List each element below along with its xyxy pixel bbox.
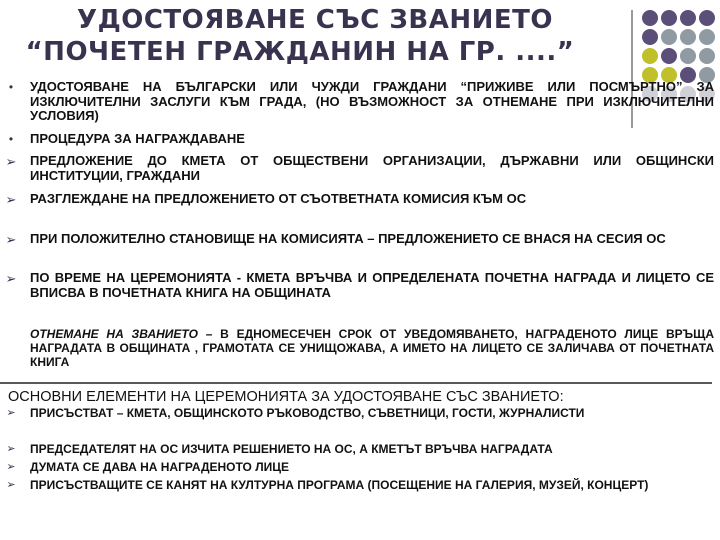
decor-dot [661,29,677,45]
arrow-bullet-icon: ➢ [5,192,17,207]
arrow-bullet-icon: ➢ [6,407,16,419]
decor-dot [661,48,677,64]
arrow-bullet-icon: ➢ [6,443,16,455]
section-heading: ОСНОВНИ ЕЛЕМЕНТИ НА ЦЕРЕМОНИЯТА ЗА УДОСТОЯВАНЕ СЪС ЗВАНИЕТО: [8,389,564,405]
bullet-dot-icon: • [8,132,14,146]
arrow-bullet-icon: ➢ [6,461,16,473]
decor-dot [699,10,715,26]
arrow-bullet-icon: ➢ [6,479,16,491]
decor-dot [642,29,658,45]
slide-title [0,4,630,68]
revocation-note [30,327,714,369]
arrow-bullet-icon: ➢ [5,271,17,286]
decor-dot [699,29,715,45]
title-line-1: УДОСТОЯВАНЕ СЪС ЗВАНИЕТО [77,5,553,35]
note-label: ОТНЕМАНЕ НА ЗВАНИЕТО – [30,327,213,341]
title-line-2: “ПОЧЕТЕН ГРАЖДАНИН НА ГР. ....” [25,37,575,67]
section-item-text: ПРИСЪСТВАТ – КМЕТА, ОБЩИНСКОТО РЪКОВОДСТВО, СЪВЕТНИЦИ, ГОСТИ, ЖУРНАЛИСТИ [30,406,585,420]
bullet-dot-icon: • [8,80,14,94]
arrow-bullet-icon: ➢ [5,232,17,247]
section-item-text: ПРЕДСЕДАТЕЛЯТ НА ОС ИЗЧИТА РЕШЕНИЕТО НА ОС, А КМЕТЪТ ВРЪЧВА НАГРАДАТА [30,442,553,456]
list-item-text: ПРОЦЕДУРА ЗА НАГРАЖДАВАНЕ [30,131,245,146]
decor-dot [680,29,696,45]
arrow-bullet-icon: ➢ [5,154,17,169]
list-item-text: ПРИ ПОЛОЖИТЕЛНО СТАНОВИЩЕ НА КОМИСИЯТА – ПРЕДЛОЖЕНИЕТО СЕ ВНАСЯ НА СЕСИЯ ОС [30,231,666,246]
decor-dot [680,10,696,26]
note-text: В ЕДНОМЕСЕЧЕН СРОК ОТ УВЕДОМЯВАНЕТО, НАГРАДЕНОТО ЛИЦЕ ВРЪЩА НАГРАДАТА В ОБЩИНАТА , ГРАМОТАТА СЕ УНИЩОЖАВА, А ИМЕТО НА ЛИЦЕТО СЕ ЗАЛИЧАВА ОТ ПОЧЕТНАТА КНИГА [30,327,714,369]
list-item-text: ПО ВРЕМЕ НА ЦЕРЕМОНИЯТА - КМЕТА ВРЪЧВА И ОПРЕДЕЛЕНАТА ПОЧЕТНА НАГРАДА И ЛИЦЕТО СЕ ВПИСВА В ПОЧЕТНАТА КНИГА НА ОБЩИНАТА [30,270,714,300]
decor-dot [699,48,715,64]
section-divider [0,382,712,384]
decor-dot [642,48,658,64]
list-item-text: РАЗГЛЕЖДАНЕ НА ПРЕДЛОЖЕНИЕТО ОТ СЪОТВЕТНАТА КОМИСИЯ КЪМ ОС [30,191,527,206]
list-item-text: УДОСТОЯВАНЕ НА БЪЛГАРСКИ ИЛИ ЧУЖДИ ГРАЖДАНИ “ПРИЖИВЕ ИЛИ ПОСМЪРТНО” ЗА ИЗКЛЮЧИТЕЛНИ ЗАСЛУГИ КЪМ ГРАДА, (НО ВЪЗМОЖНОСТ ЗА ОТНЕМАНЕ ПРИ ИЗКЛЮЧИТЕЛНИ УСЛОВИЯ) [30,79,714,123]
decor-dot [642,10,658,26]
section-item-text: ПРИСЪСТВАЩИТЕ СЕ КАНЯТ НА КУЛТУРНА ПРОГРАМА (ПОСЕЩЕНИЕ НА ГАЛЕРИЯ, МУЗЕЙ, КОНЦЕРТ) [30,478,649,492]
decor-dot [680,48,696,64]
section-item-text: ДУМАТА СЕ ДАВА НА НАГРАДЕНОТО ЛИЦЕ [30,460,290,474]
list-item-text: ПРЕДЛОЖЕНИЕ ДО КМЕТА ОТ ОБЩЕСТВЕНИ ОРГАНИЗАЦИИ, ДЪРЖАВНИ ИЛИ ОБЩИНСКИ ИНСТИТУЦИИ, ГРАЖДАНИ [30,153,714,183]
decor-dot [661,10,677,26]
